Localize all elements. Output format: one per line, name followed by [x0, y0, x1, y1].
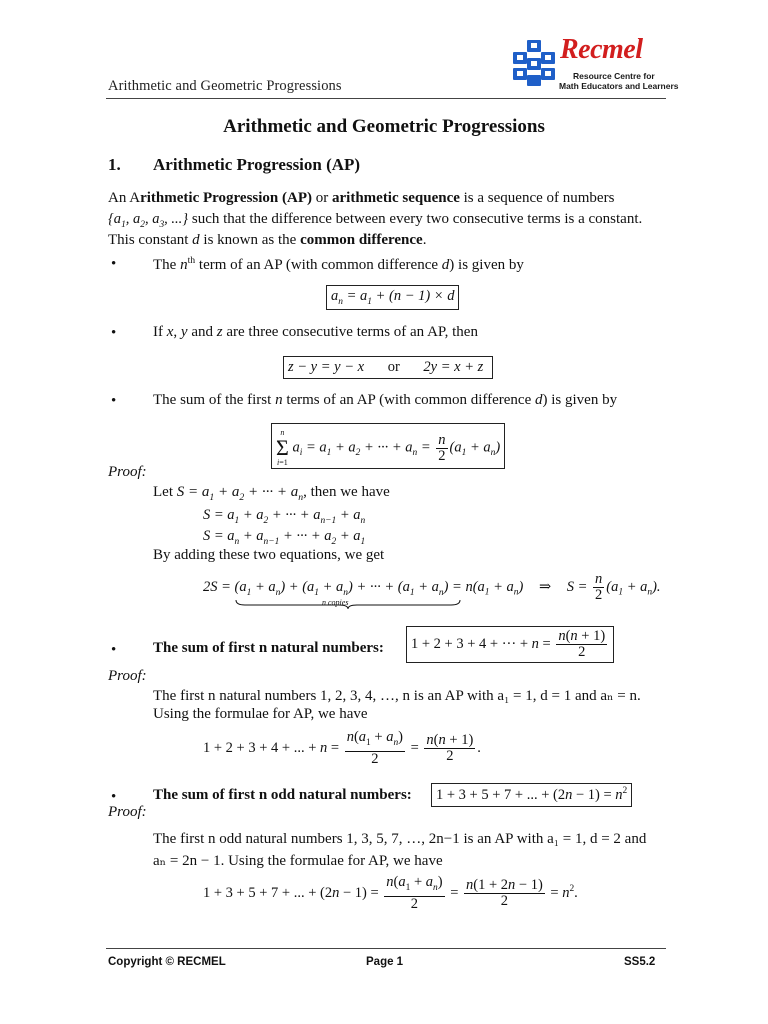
- bullet-dot: •: [111, 393, 117, 409]
- bullet-sum-text: The sum of the first n terms of an AP (with common difference d) is given by: [153, 392, 618, 408]
- natural-numbers-heading: The sum of first n natural numbers:: [153, 640, 384, 656]
- logo-subtitle-line1: Resource Centre for: [573, 71, 655, 81]
- bullet-dot: •: [111, 642, 117, 658]
- natural-sum-formula-box: 1 + 2 + 3 + 4 + ··· + n = $\frac{n(n + 1)}{2}$: [406, 626, 614, 663]
- logo-wordmark: Recmel: [560, 34, 643, 65]
- section-title: Arithmetic Progression (AP): [153, 155, 361, 174]
- odd-proof-line1: The first n odd natural numbers 1, 3, 5, 7, …, 2n−1 is an AP with a₁ = 1, d = 2 and: [153, 831, 647, 847]
- odd-proof-line2: aₙ = 2n − 1. Using the formulae for AP, we have: [153, 853, 443, 869]
- proof-label: Proof:: [108, 668, 147, 684]
- sequence-set: {$a_1$, $a_2$, $a_3$, ...}: [108, 211, 189, 230]
- consecutive-terms-formula-box: z − y = y − x or 2y = x + z: [283, 356, 493, 379]
- recmel-cube-logo-icon: [510, 38, 560, 88]
- natural-proof-line2: Using the formulae for AP, we have: [153, 706, 368, 722]
- intro-paragraph-line3: This constant d is known as the common difference.: [108, 232, 427, 248]
- underbrace-label: n copies: [322, 598, 349, 607]
- bullet-dot: •: [111, 789, 117, 805]
- proof-label: Proof:: [108, 804, 147, 820]
- odd-numbers-heading: The sum of first n odd natural numbers:: [153, 787, 412, 803]
- document-title: Arithmetic and Geometric Progressions: [223, 116, 545, 137]
- proof1-combined-equation: $2S = (a_1 + a_n) + (a_1 + a_n)$ + ··· + $(a_1 + a_n)$ = $n(a_1 + a_n)$ ⇒ S = $\frac{n}{2}$ $(a_1 + a_n)$.: [203, 572, 661, 603]
- intro-paragraph-line2: {$a_1$, $a_2$, $a_3$, ...} such that the difference between every two consecutive terms is a constant.: [108, 211, 643, 230]
- section-number: 1.: [108, 155, 121, 174]
- natural-proof-line1: The first n natural numbers 1, 2, 3, 4, …, n is an AP with a₁ = 1, d = 1 and aₙ = n.: [153, 688, 641, 704]
- odd-proof-equation: 1 + 3 + 5 + 7 + ... + (2n − 1) = $\frac{n(a_1 + a_n)}{2}$ = $\frac{n(1 + 2n - 1)}{2}$ = $n^2$.: [203, 874, 578, 912]
- header-divider: [106, 98, 666, 99]
- proof1-let-line: Let $S = a_1 + a_2$ + ··· + $a_n$, then we have: [153, 484, 390, 503]
- bullet-dot: •: [111, 256, 117, 272]
- natural-proof-equation: 1 + 2 + 3 + 4 + ... + n = $\frac{n(a_1 + a_n)}{2}$ = $\frac{n(n + 1)}{2}$ .: [203, 729, 481, 767]
- logo-subtitle-line2: Math Educators and Learners: [559, 81, 679, 91]
- bullet-dot: •: [111, 325, 117, 341]
- proof1-sum-reverse: $S = a_n + a_{n-1}$ + ··· + $a_2 + a_1$: [203, 528, 366, 547]
- odd-sum-formula-box: 1 + 3 + 5 + 7 + ... + $(2n - 1) = n^2$: [431, 783, 632, 807]
- footer-doc-code: SS5.2: [624, 956, 656, 968]
- bullet-consecutive-terms-text: If x, y and z are three consecutive terms of an AP, then: [153, 324, 478, 340]
- intro-paragraph-line1: An Arithmetic Progression (AP) or arithmetic sequence is a sequence of numbers: [108, 190, 615, 206]
- nth-term-formula-box: $a_n = a_1 + (n - 1) \times d$: [326, 285, 459, 310]
- proof1-sum-forward: $S = a_1 + a_2$ + ··· + $a_{n-1} + a_n$: [203, 507, 366, 526]
- sum-formula-box: n Σ i=1 $a_i = a_1 + a_2$ + ··· + $a_n$ = $\frac{n}{2}$ $(a_1 + a_n)$: [271, 423, 505, 469]
- running-header-title: Arithmetic and Geometric Progressions: [108, 78, 342, 94]
- footer-page-number: Page 1: [366, 956, 404, 968]
- proof1-adding-text: By adding these two equations, we get: [153, 547, 385, 563]
- footer-copyright: Copyright © RECMEL: [108, 956, 226, 968]
- footer-divider: [106, 948, 666, 949]
- bullet-nth-term-text: The $n^{th}$ term of an AP (with common difference d) is given by: [153, 255, 524, 273]
- proof-label: Proof:: [108, 464, 147, 480]
